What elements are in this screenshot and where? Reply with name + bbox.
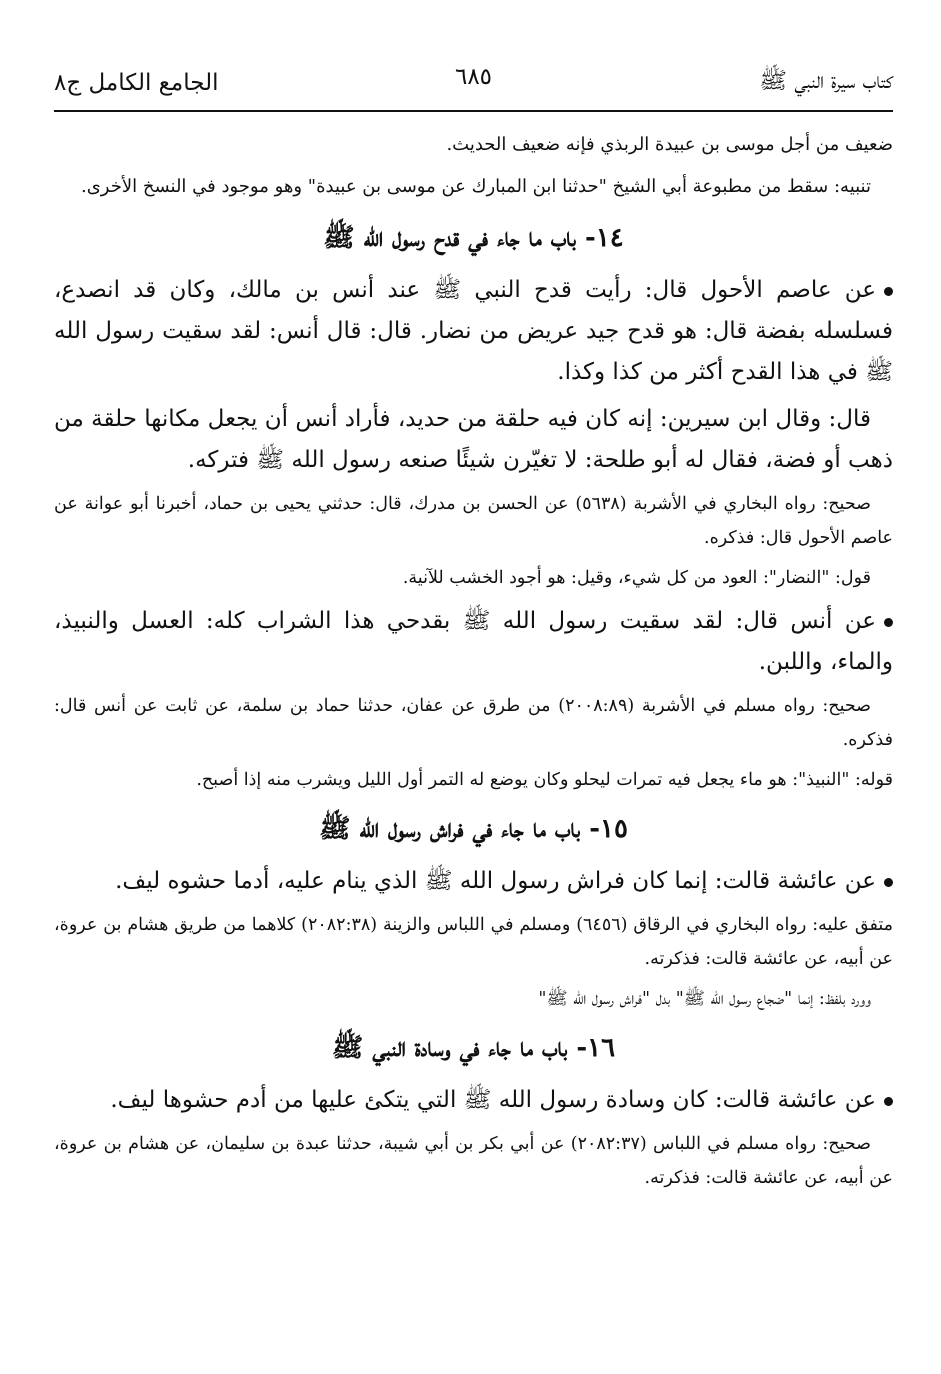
note-warning: تنبيه: سقط من مطبوعة أبي الشيخ "حدثنا ابن المبارك عن موسى بن عبيدة" وهو موجود في النسخ الأخرى. — [80, 176, 871, 197]
page-body — [54, 126, 893, 1201]
takhrij-agreed: متفق عليه: رواه البخاري في الرقاق (٦٤٥٦) ومسلم في اللباس والزينة (٢٠٨٢:٣٨) كلاهما من طريق هشام بن عروة، عن أبيه، عن عائشة قالت: فذكرته. — [54, 915, 893, 969]
hadith-aisha-bed: عن عائشة قالت: إنما كان فراش رسول الله ﷺ الذي ينام عليه، أدما حشوه ليف. — [54, 861, 893, 902]
takhrij-bukhari: صحيح: رواه البخاري في الأشربة (٥٦٣٨) عن الحسن بن مدرك، قال: حدثني يحيى بن حماد، أخبرنا أبو عوانة عن عاصم الأحول قال: فذكره. — [54, 494, 893, 548]
hadith-asim: عن عاصم الأحول قال: رأيت قدح النبي ﷺ عند أنس بن مالك، وكان قد انصدع، فسلسله بفضة قال: هو قدح جيد عريض من نضار. قال: قال أنس: لقد سقيت رسول الله ﷺ في هذا القدح أكثر من كذا وكذا. — [54, 277, 893, 385]
page-number: ٦٨٥ — [454, 64, 493, 90]
gloss-nabidh: قوله: "النبيذ": هو ماء يجعل فيه تمرات ليحلو وكان يوضع له التمر أول الليل ويشرب منه إذا أصبح. — [196, 770, 893, 790]
chapter-14-heading: ١٤- باب ما جاء في قدح رسول الله ﷺ — [323, 223, 624, 253]
chapter-15-heading: ١٥- باب ما جاء في فراش رسول الله ﷺ — [319, 814, 628, 844]
bullet-icon — [884, 287, 893, 296]
chapter-16-heading: ١٦- باب ما جاء في وسادة النبي ﷺ — [331, 1033, 616, 1063]
hadith-aisha-pillow: عن عائشة قالت: كان وسادة رسول الله ﷺ التي يتكئ عليها من أدم حشوها ليف. — [54, 1080, 893, 1121]
hadith-ibn-sirin: قال: وقال ابن سيرين: إنه كان فيه حلقة من حديد، فأراد أنس أن يجعل مكانها حلقة من ذهب أو فضة، فقال له أبو طلحة: لا تغيّرن شيئًا صنعه رسول الله ﷺ فتركه. — [54, 406, 893, 473]
page-header — [54, 56, 893, 112]
takhrij-muslim: صحيح: رواه مسلم في الأشربة (٢٠٠٨:٨٩) من طرق عن عفان، حدثنا حماد بن سلمة، عن ثابت عن أنس قال: فذكره. — [54, 696, 893, 750]
hadith-anas: عن أنس قال: لقد سقيت رسول الله ﷺ بقدحي هذا الشراب كله: العسل والنبيذ، والماء، واللبن. — [54, 608, 893, 675]
book-title: كتاب سيرة النبي ﷺ — [759, 68, 893, 94]
gloss-nudar: قول: "النضار": العود من كل شيء، وقيل: هو أجود الخشب للآنية. — [402, 568, 871, 588]
volume-title: الجامع الكامل ج٨ — [54, 70, 219, 96]
note-weak: ضعيف من أجل موسى بن عبيدة الربذي فإنه ضعيف الحديث. — [446, 134, 893, 155]
bullet-icon — [884, 618, 893, 627]
bullet-icon — [884, 878, 893, 887]
variant-wording: وورد بلفظ: إنما "ضجاع رسول الله ﷺ" بدل "فراش رسول الله ﷺ" — [538, 989, 871, 1009]
takhrij-muslim-libas: صحيح: رواه مسلم في اللباس (٢٠٨٢:٣٧) عن أبي بكر بن أبي شيبة، حدثنا عبدة بن سليمان، عن هشام بن عروة، عن أبيه، عن عائشة قالت: فذكرته. — [54, 1134, 893, 1188]
bullet-icon — [884, 1097, 893, 1106]
